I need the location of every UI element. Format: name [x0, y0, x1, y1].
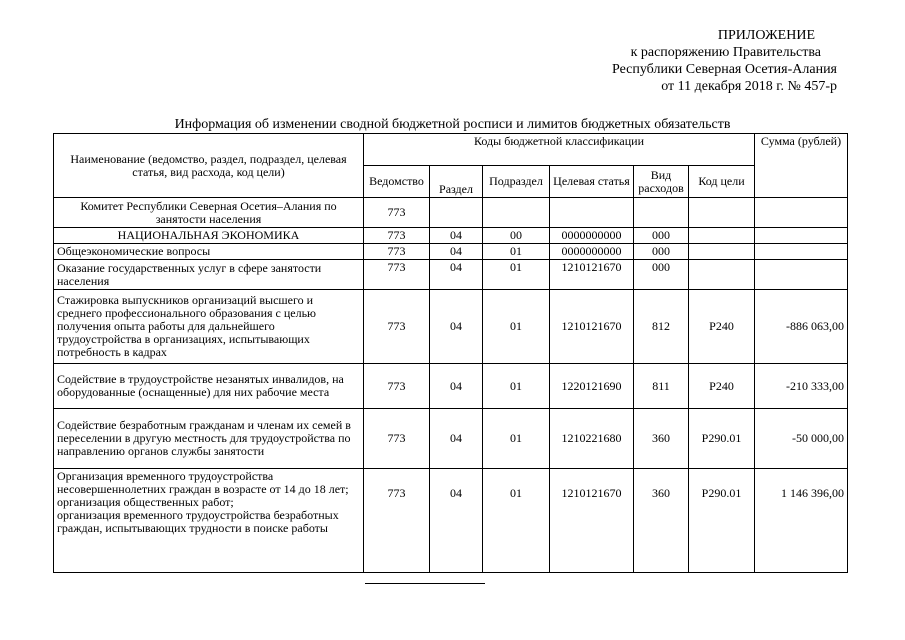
row-tselevaya: 1210121670	[550, 260, 634, 290]
row-ved: 773	[364, 244, 430, 260]
row-podrazdel: 01	[483, 290, 550, 364]
row-vid: 000	[634, 228, 689, 244]
row-name: Общеэкономические вопросы	[54, 244, 364, 260]
row-vid: 811	[634, 364, 689, 409]
row-ved: 773	[364, 198, 430, 228]
row-tselevaya: 0000000000	[550, 244, 634, 260]
table-row	[54, 244, 848, 260]
appendix-republic-line: Республики Северная Осетия-Алания	[612, 62, 837, 77]
row-tselevaya	[550, 198, 634, 228]
row-name: НАЦИОНАЛЬНАЯ ЭКОНОМИКА	[54, 228, 364, 244]
bottom-separator-line	[365, 583, 485, 584]
table-row	[54, 260, 848, 290]
table-row	[54, 409, 848, 469]
row-ved: 773	[364, 469, 430, 573]
row-sum	[755, 260, 848, 290]
row-sum	[755, 198, 848, 228]
row-razdel: 04	[430, 469, 483, 573]
row-tselevaya: 1220121690	[550, 364, 634, 409]
appendix-order-line: к распоряжению Правительства	[630, 45, 821, 60]
header-sum: Сумма (рублей)	[755, 134, 848, 198]
row-razdel: 04	[430, 260, 483, 290]
row-podrazdel: 01	[483, 260, 550, 290]
row-kod	[689, 198, 755, 228]
row-sum	[755, 228, 848, 244]
row-razdel: 04	[430, 228, 483, 244]
row-ved: 773	[364, 364, 430, 409]
row-name: Оказание государственных услуг в сфере занятости населения	[54, 260, 364, 290]
table-header-row	[54, 134, 848, 166]
budget-table	[53, 133, 848, 573]
row-razdel: 04	[430, 409, 483, 469]
row-tselevaya: 1210121670	[550, 290, 634, 364]
row-podrazdel: 01	[483, 364, 550, 409]
row-ved: 773	[364, 409, 430, 469]
row-name: Содействие в трудоустройстве незанятых инвалидов, на оборудованные (оснащенные) для них рабочие места	[54, 364, 364, 409]
row-vid	[634, 198, 689, 228]
row-sum	[755, 244, 848, 260]
header-tselevaya: Целевая статья	[550, 166, 634, 198]
header-razdel: Раздел	[430, 166, 483, 198]
row-kod	[689, 244, 755, 260]
appendix-label: ПРИЛОЖЕНИЕ	[717, 28, 815, 43]
document-title: Информация об изменении сводной бюджетной росписи и лимитов бюджетных обязательств	[174, 117, 731, 132]
table-row	[54, 198, 848, 228]
header-codes-group: Коды бюджетной классификации	[364, 134, 755, 166]
appendix-header	[612, 27, 837, 95]
row-name: Стажировка выпускников организаций высшего и среднего профессионального образования с целью получения опыта работы для дальнейшего трудоустройства в организациях, испытывающих потребность в кадрах	[54, 290, 364, 364]
row-vid: 360	[634, 469, 689, 573]
row-ved: 773	[364, 290, 430, 364]
row-podrazdel: 00	[483, 228, 550, 244]
table-row	[54, 364, 848, 409]
header-kod-tseli: Код цели	[689, 166, 755, 198]
row-tselevaya: 1210121670	[550, 469, 634, 573]
row-vid: 000	[634, 244, 689, 260]
row-kod: Р240	[689, 364, 755, 409]
row-razdel: 04	[430, 244, 483, 260]
header-vedomstvo: Ведомство	[364, 166, 430, 198]
appendix-date-line: от 11 декабря 2018 г. № 457-р	[661, 79, 837, 94]
header-name: Наименование (ведомство, раздел, подраздел, целевая статья, вид расхода, код цели)	[54, 134, 364, 198]
row-sum: -886 063,00	[755, 290, 848, 364]
header-vid: Вид расходов	[634, 166, 689, 198]
row-sum: -50 000,00	[755, 409, 848, 469]
row-podrazdel	[483, 198, 550, 228]
row-razdel	[430, 198, 483, 228]
row-sum: 1 146 396,00	[755, 469, 848, 573]
row-ved: 773	[364, 228, 430, 244]
row-vid: 000	[634, 260, 689, 290]
row-podrazdel: 01	[483, 409, 550, 469]
row-razdel: 04	[430, 290, 483, 364]
row-kod: Р240	[689, 290, 755, 364]
row-kod	[689, 260, 755, 290]
row-tselevaya: 1210221680	[550, 409, 634, 469]
row-kod	[689, 228, 755, 244]
row-name: Организация временного трудоустройства несовершеннолетних граждан в возрасте от 14 до 18 лет; организация общественных работ; организация временного трудоустройства безработных граждан, испытывающих трудности в поиске работы	[54, 469, 364, 573]
row-podrazdel: 01	[483, 244, 550, 260]
row-razdel: 04	[430, 364, 483, 409]
row-kod: Р290.01	[689, 409, 755, 469]
table-row	[54, 469, 848, 573]
row-sum: -210 333,00	[755, 364, 848, 409]
row-tselevaya: 0000000000	[550, 228, 634, 244]
row-name: Комитет Республики Северная Осетия–Алания по занятости населения	[54, 198, 364, 228]
header-podrazdel: Подраздел	[483, 166, 550, 198]
row-vid: 812	[634, 290, 689, 364]
row-podrazdel: 01	[483, 469, 550, 573]
row-name: Содействие безработным гражданам и членам их семей в переселении в другую местность для трудоустройства по направлению органов службы занятости	[54, 409, 364, 469]
table-row	[54, 290, 848, 364]
row-kod: Р290.01	[689, 469, 755, 573]
row-ved: 773	[364, 260, 430, 290]
table-row	[54, 228, 848, 244]
row-vid: 360	[634, 409, 689, 469]
